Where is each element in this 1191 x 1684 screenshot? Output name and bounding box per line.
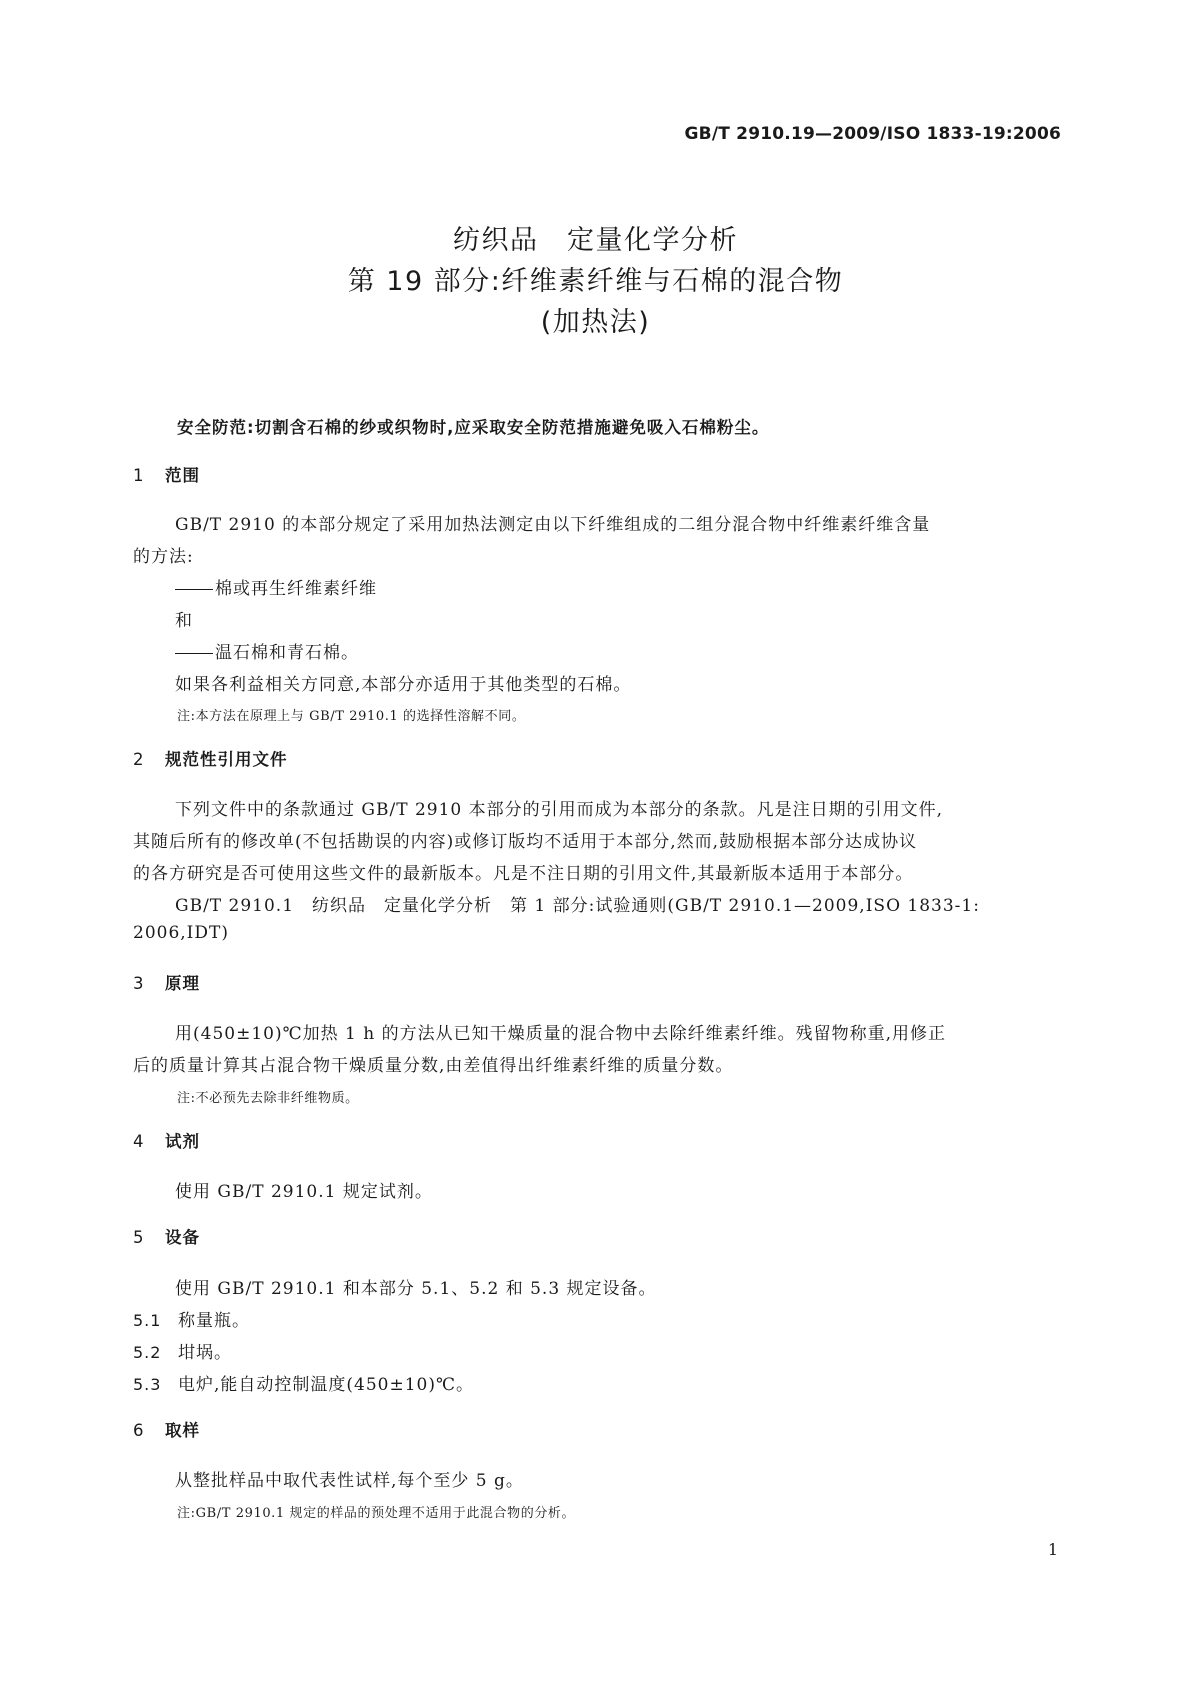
list-item-text: 温石棉和青石棉。	[215, 643, 359, 663]
section-1-list-item-2	[175, 638, 359, 663]
subclause-number: 5.3	[133, 1375, 162, 1394]
section-1-para-1-line-2: 的方法:	[133, 547, 194, 567]
subclause-number: 5.1	[133, 1311, 162, 1330]
section-5-title: 设备	[165, 1228, 200, 1247]
section-6-note: 注:GB/T 2910.1 规定的样品的预处理不适用于此混合物的分析。	[177, 1506, 576, 1521]
section-5-number: 5	[133, 1228, 145, 1247]
section-2-title: 规范性引用文件	[165, 750, 288, 769]
section-1-number: 1	[133, 466, 145, 485]
section-3-line-2: 后的质量计算其占混合物干燥质量分数,由差值得出纤维素纤维的质量分数。	[133, 1056, 734, 1076]
section-3-title: 原理	[165, 974, 200, 993]
subclause-text: 电炉,能自动控制温度(450±10)℃。	[178, 1375, 475, 1395]
section-5-text: 使用 GB/T 2910.1 和本部分 5.1、5.2 和 5.3 规定设备。	[175, 1279, 657, 1299]
section-1-and: 和	[175, 611, 193, 631]
page-number: 1	[1047, 1540, 1058, 1559]
safety-warning: 安全防范:切割含石棉的纱或织物时,应采取安全防范措施避免吸入石棉粉尘。	[177, 418, 770, 437]
section-5-item-2	[133, 1338, 232, 1363]
section-1-heading	[133, 462, 200, 486]
section-6-text: 从整批样品中取代表性试样,每个至少 5 g。	[175, 1471, 524, 1491]
section-1-note: 注:本方法在原理上与 GB/T 2910.1 的选择性溶解不同。	[177, 709, 526, 724]
title-line-3: (加热法)	[540, 307, 651, 338]
section-3-line-1: 用(450±10)℃加热 1 h 的方法从已知干燥质量的混合物中去除纤维素纤维。残留物称重,用修正	[175, 1024, 946, 1044]
section-6-title: 取样	[165, 1421, 200, 1440]
section-2-line-3: 的各方研究是否可使用这些文件的最新版本。凡是不注日期的引用文件,其最新版本适用于本部分。	[133, 864, 914, 884]
list-item-text: 棉或再生纤维素纤维	[215, 579, 377, 599]
section-4-heading	[133, 1128, 200, 1152]
section-1-para-1-line-1: GB/T 2910 的本部分规定了采用加热法测定由以下纤维组成的二组分混合物中纤维素纤维含量	[175, 515, 931, 535]
title-line-1: 纺织品 定量化学分析	[453, 225, 738, 256]
section-2-number: 2	[133, 750, 145, 769]
section-5-item-1	[133, 1306, 250, 1331]
subclause-text: 坩埚。	[178, 1343, 232, 1363]
section-1-list-item-1	[175, 574, 377, 599]
em-dash-mark	[175, 653, 213, 654]
section-3-number: 3	[133, 974, 145, 993]
section-4-number: 4	[133, 1132, 145, 1151]
section-1-title: 范围	[165, 466, 200, 485]
section-2-reference-line-2: 2006,IDT)	[133, 923, 229, 943]
section-6-heading	[133, 1417, 200, 1441]
section-6-number: 6	[133, 1421, 145, 1440]
em-dash-mark	[175, 589, 213, 590]
section-3-note: 注:不必预先去除非纤维物质。	[177, 1091, 359, 1106]
section-2-line-1: 下列文件中的条款通过 GB/T 2910 本部分的引用而成为本部分的条款。凡是注日期的引用文件,	[175, 800, 944, 820]
section-4-title: 试剂	[165, 1132, 200, 1151]
section-2-heading	[133, 746, 288, 770]
subclause-text: 称量瓶。	[178, 1311, 250, 1331]
section-2-reference-line-1: GB/T 2910.1 纺织品 定量化学分析 第 1 部分:试验通则(GB/T 2910.1—2009,ISO 1833-1:	[175, 896, 980, 916]
section-2-line-2: 其随后所有的修改单(不包括勘误的内容)或修订版均不适用于本部分,然而,鼓励根据本部分达成协议	[133, 832, 918, 852]
title-line-2: 第 19 部分:纤维素纤维与石棉的混合物	[347, 266, 844, 297]
standard-code: GB/T 2910.19—2009/ISO 1833-19:2006	[684, 124, 1061, 144]
section-3-heading	[133, 970, 200, 994]
section-5-heading	[133, 1224, 200, 1248]
subclause-number: 5.2	[133, 1343, 162, 1362]
section-5-item-3	[133, 1370, 474, 1395]
section-1-para-2: 如果各利益相关方同意,本部分亦适用于其他类型的石棉。	[175, 675, 632, 695]
section-4-text: 使用 GB/T 2910.1 规定试剂。	[175, 1182, 433, 1202]
